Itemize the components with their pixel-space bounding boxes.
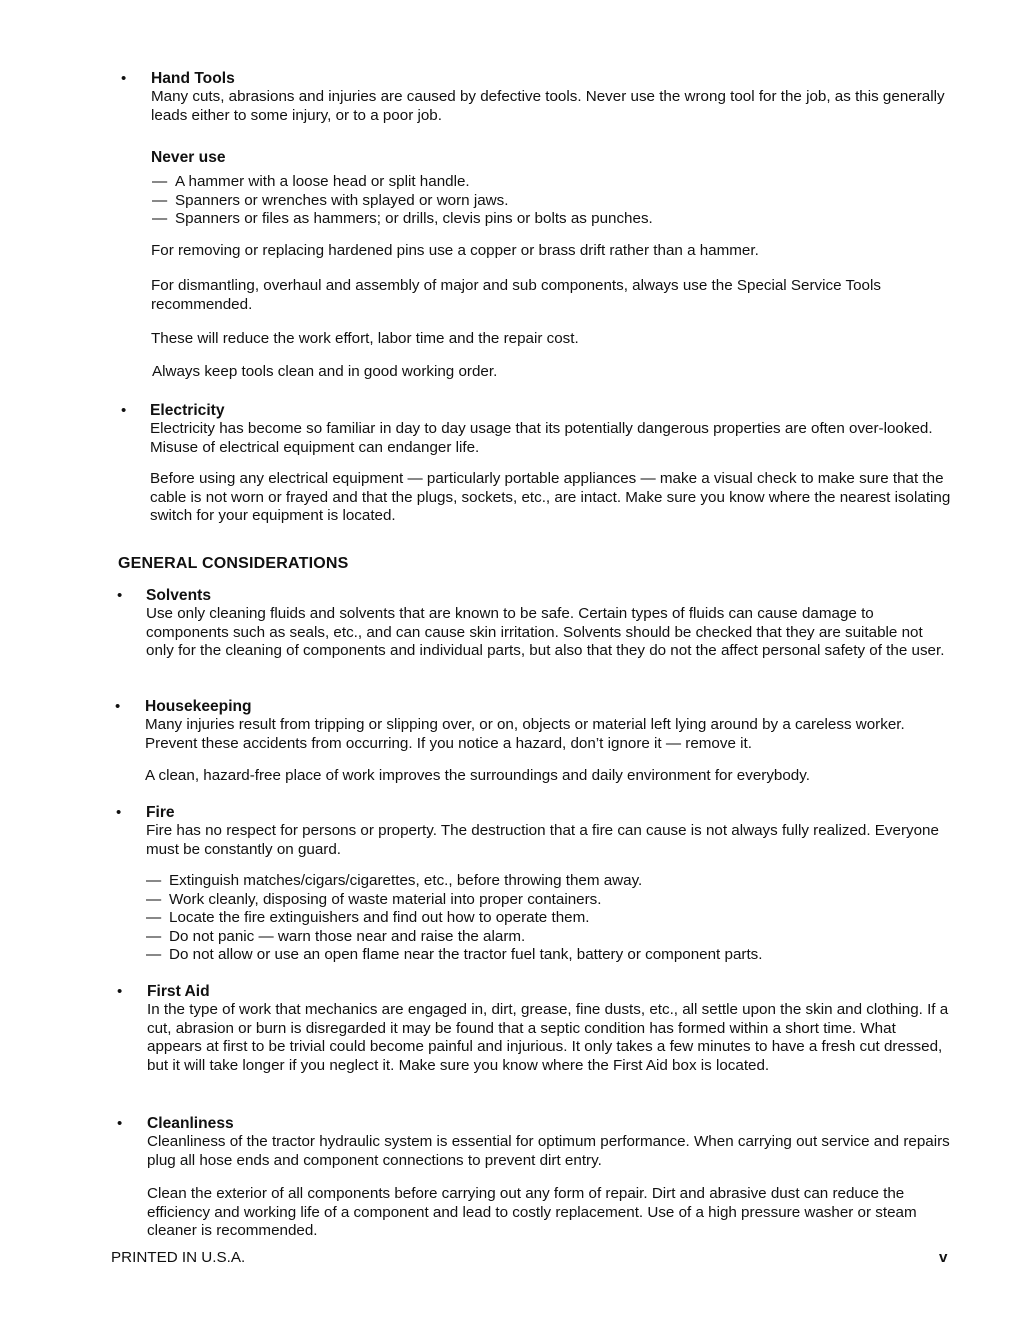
bullet-icon: • (121, 70, 127, 87)
paragraph: Electricity has become so familiar in day to day usage that its potentially dangerous properties are often over-looked. Misuse of electrical equipment can endanger life. (150, 420, 933, 456)
pins-paragraph (151, 242, 956, 261)
clean-tools-paragraph (152, 363, 957, 382)
section-solvents (146, 586, 951, 661)
bullet-icon: • (117, 587, 123, 604)
effort-paragraph (151, 330, 956, 349)
bullet-icon: • (121, 402, 127, 419)
section-title: Hand Tools (151, 70, 235, 87)
list-item: — Locate the fire extinguishers and find out how to operate them. (146, 909, 951, 928)
section-first-aid (147, 982, 952, 1075)
paragraph: Cleanliness of the tractor hydraulic system is essential for optimum performance. When carrying out service and repairs plug all hose ends and component connections to prevent dirt entry. (147, 1133, 950, 1169)
section-cleanliness (147, 1114, 952, 1170)
electricity-paragraph-2 (150, 470, 955, 526)
paragraph: Always keep tools clean and in good working order. (152, 363, 498, 380)
bullet-icon: • (115, 698, 121, 715)
list-item: — A hammer with a loose head or split handle. (152, 173, 952, 192)
section-housekeeping (145, 697, 955, 753)
paragraph: Fire has no respect for persons or property. The destruction that a fire can cause is not always fully realized. Everyone must be constantly on guard. (146, 822, 939, 858)
paragraph: Before using any electrical equipment — particularly portable appliances — make a visual check to make sure that the cable is not worn or frayed and that the plugs, sockets, etc., are intact. Make sure you know where the nearest isolating switch for your equipment is located. (150, 470, 951, 525)
paragraph: These will reduce the work effort, labor time and the repair cost. (151, 330, 579, 347)
printed-in-footer: PRINTED IN U.S.A. (111, 1249, 246, 1266)
fire-list (146, 872, 951, 965)
bullet-icon: • (116, 804, 122, 821)
section-title: Solvents (146, 587, 211, 604)
section-fire (146, 803, 951, 859)
paragraph: Many cuts, abrasions and injuries are caused by defective tools. Never use the wrong tool for the job, as this generally leads either to some injury, or to a poor job. (151, 88, 945, 124)
cleanliness-paragraph-2 (147, 1185, 952, 1241)
section-title: First Aid (147, 983, 210, 1000)
section-title: Fire (146, 804, 175, 821)
list-item: — Do not panic — warn those near and raise the alarm. (146, 928, 951, 947)
section-hand-tools (151, 69, 956, 125)
bullet-icon: • (117, 983, 123, 1000)
paragraph: In the type of work that mechanics are engaged in, dirt, grease, fine dusts, etc., all settle upon the skin and clothing. If a cut, abrasion or burn is disregarded it may be found that a septic condition has formed within a short time. What appears at first to be trivial could become painful and injurious. It only takes a few minutes to have a fresh cut dressed, but it will take longer if you neglect it. Make sure you know where the First Aid box is located. (147, 1001, 949, 1074)
paragraph: For removing or replacing hardened pins use a copper or brass drift rather than a hammer. (151, 242, 759, 259)
list-item: — Do not allow or use an open flame near the tractor fuel tank, battery or component parts. (146, 946, 951, 965)
page-number: v (939, 1249, 948, 1266)
section-electricity (150, 401, 955, 457)
paragraph: Many injuries result from tripping or slipping over, or on, objects or material left lying around by a careless worker. Prevent these accidents from occurring. If you notice a hazard, don’t ignore it — remove it. (145, 716, 905, 752)
bullet-icon: • (117, 1115, 123, 1132)
general-considerations-heading: GENERAL CONSIDERATIONS (118, 555, 349, 572)
special-tools-paragraph (151, 277, 956, 314)
never-use-list (152, 173, 952, 229)
paragraph: For dismantling, overhaul and assembly of major and sub components, always use the Special Service Tools recommended. (151, 277, 881, 313)
housekeeping-paragraph-2 (145, 767, 950, 786)
list-item: — Work cleanly, disposing of waste material into proper containers. (146, 891, 951, 910)
paragraph: A clean, hazard-free place of work improves the surroundings and daily environment for everybody. (145, 767, 810, 784)
section-title: Electricity (150, 402, 225, 419)
list-item: — Extinguish matches/cigars/cigarettes, etc., before throwing them away. (146, 872, 951, 891)
paragraph: Use only cleaning fluids and solvents that are known to be safe. Certain types of fluids can cause damage to components such as seals, etc., and can cause skin irritation. Solvents should be checked that they are suitable not only for the cleaning of components and individual parts, but also that they do not the affect personal safety of the user. (146, 605, 945, 660)
section-title: Cleanliness (147, 1115, 234, 1132)
never-use-title (151, 148, 226, 167)
never-use-label: Never use (151, 149, 226, 166)
list-item: — Spanners or files as hammers; or drills, clevis pins or bolts as punches. (152, 210, 952, 229)
list-item: — Spanners or wrenches with splayed or worn jaws. (152, 192, 952, 211)
section-title: Housekeeping (145, 698, 252, 715)
paragraph: Clean the exterior of all components before carrying out any form of repair. Dirt and abrasive dust can reduce the efficiency and working life of a component and lead to costly replacement. Use of a high pressure washer or steam cleaner is recommended. (147, 1185, 917, 1240)
